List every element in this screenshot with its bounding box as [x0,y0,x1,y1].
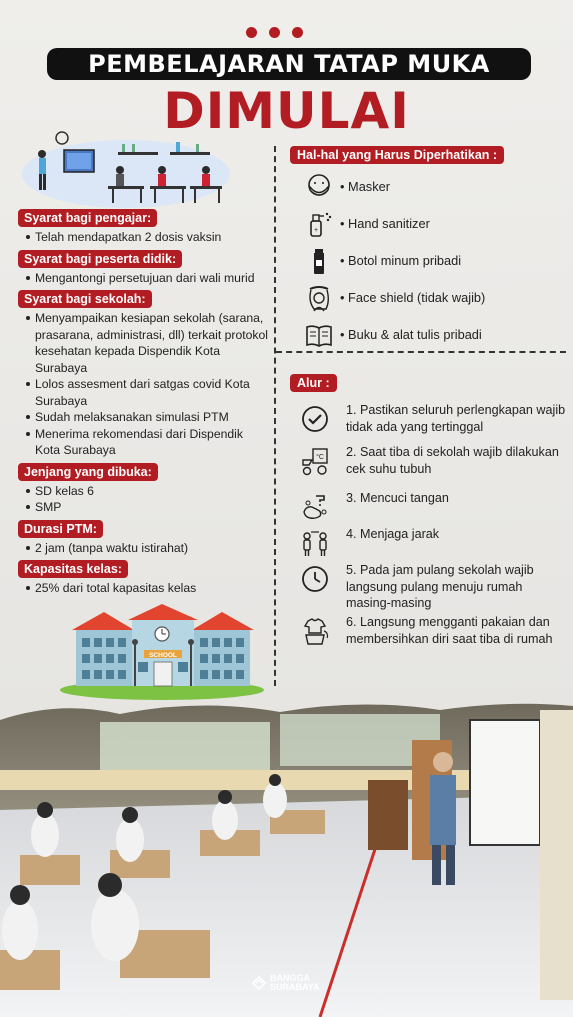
header-dots [246,27,303,38]
checklist-text: • Buku & alat tulis pribadi [340,327,482,342]
distancing-icon [300,528,330,558]
logo-line2: SURABAYA [270,982,320,992]
checklist-item-book [290,316,565,353]
section-school [18,286,270,459]
book-icon [304,320,334,350]
section-label: Jenjang yang dibuka: [18,463,158,481]
section-label: Syarat bagi sekolah: [18,290,152,308]
step-text: 3. Mencuci tangan [346,491,449,505]
section-label: Durasi PTM: [18,520,103,538]
requirements-column [18,205,270,597]
bangga-surabaya-logo [252,974,319,992]
list-item: Telah mendapatkan 2 dosis vaksin [26,229,270,246]
list-item: Mengantongi persetujuan dari wali murid [26,270,270,287]
clock-icon [300,564,330,594]
hand-sanitizer-icon [304,209,334,239]
section-label: Syarat bagi peserta didik: [18,250,182,268]
section-teacher [18,205,270,246]
procedure-step [300,402,568,444]
procedure-label: Alur : [290,374,337,392]
checklist-label: Hal-hal yang Harus Diperhatikan : [290,146,504,164]
procedure-step [300,526,568,562]
section-label: Kapasitas kelas: [18,560,128,578]
list-item: Lolos assesment dari satgas covid Kota Surabaya [26,376,270,409]
list-item: Sudah melaksanakan simulasi PTM [26,409,270,426]
list-item: Menerima rekomendasi dari Dispendik Kota Surabaya [26,426,270,459]
face-shield-icon [304,283,334,313]
hand-wash-icon [300,492,330,522]
checklist-column [290,146,565,353]
checklist-item-bottle [290,242,565,279]
page-subtitle: DIMULAI [163,82,410,140]
section-levels [18,459,270,516]
checkmark-icon [300,404,330,434]
classroom-photo [0,700,573,1017]
checklist-text: • Face shield (tidak wajib) [340,290,486,305]
section-duration [18,516,270,557]
step-text: 1. Pastikan seluruh perlengkapan wajib tidak ada yang tertinggal [346,403,566,434]
mask-icon [304,172,334,202]
thermometer-check-icon [300,446,330,476]
list-item: Menyampaikan kesiapan sekolah (sarana, prasarana, administrasi, dll) terkait protokol kesehatan kepada Dispendik Kota Surabaya [26,310,270,376]
column-divider [274,146,276,686]
svg-text:°C: °C [316,454,324,461]
procedure-steps [300,402,568,666]
school-building-illustration [58,600,268,702]
logo-mark-icon [252,976,266,990]
list-item: 25% dari total kapasitas kelas [26,580,270,597]
logo-line1: BANGGA [270,973,310,983]
step-text: 6. Langsung mengganti pakaian dan membersihkan diri saat tiba di rumah [346,615,553,646]
svg-text:+: + [313,226,319,234]
checklist-item-sanitizer [290,205,565,242]
checklist-text: • Hand sanitizer [340,216,430,231]
step-text: 2. Saat tiba di sekolah wajib dilakukan cek suhu tubuh [346,445,559,476]
procedure-step [300,490,568,526]
page-title: PEMBELAJARAN TATAP MUKA [47,48,531,80]
section-student [18,246,270,287]
water-bottle-icon [304,246,334,276]
procedure-section [290,374,337,392]
classroom-illustration [20,130,232,208]
section-capacity [18,556,270,597]
procedure-step [300,562,568,614]
step-text: 4. Menjaga jarak [346,527,440,541]
clothes-change-icon [300,616,330,646]
checklist-item-mask [290,168,565,205]
checklist-item-faceshield [290,279,565,316]
procedure-step [300,614,568,666]
school-sign: SCHOOL [149,652,177,659]
checklist-text: • Botol minum pribadi [340,253,462,268]
section-label: Syarat bagi pengajar: [18,209,157,227]
list-item: SD kelas 6 [26,483,270,500]
list-item: 2 jam (tanpa waktu istirahat) [26,540,270,557]
step-text: 5. Pada jam pulang sekolah wajib langsung pulang menuju rumah masing-masing [346,563,534,610]
procedure-step [300,444,568,490]
checklist-text: • Masker [340,179,390,194]
list-item: SMP [26,499,270,516]
